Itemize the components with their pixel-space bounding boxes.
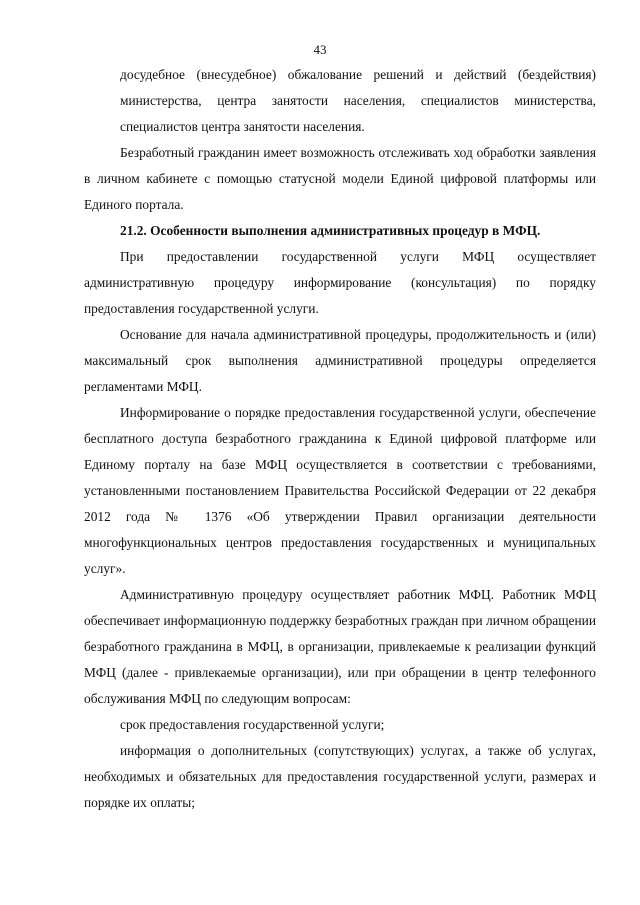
paragraph-appeal-continuation: досудебное (внесудебное) обжалование решений и действий (бездействия) министерства, центра занятости населения, специалистов министерства, специалистов центра занятости населения. [120,67,596,134]
paragraph-mfc-informing: При предоставлении государственной услуги МФЦ осуществляет административную процедуру информирование (консультация) по порядку предоставления государственной услуги. [84,249,596,316]
list-item-additional-services: информация о дополнительных (сопутствующих) услугах, а также об услугах, необходимых и обязательных для предоставления государственной услуги, размерах и порядке их оплаты; [84,743,596,810]
section-heading-21-2: 21.2. Особенности выполнения административных процедур в МФЦ. [120,223,541,238]
paragraph-status-tracking: Безработный гражданин имеет возможность отслеживать ход обработки заявления в личном кабинете с помощью статусной модели Единой цифровой платформы или Единого портала. [84,145,596,212]
paragraph-mfc-worker: Административную процедуру осуществляет работник МФЦ. Работник МФЦ обеспечивает информационную поддержку безработных граждан при личном обращении безработного гражданина в МФЦ, в организации, привлекаемые к реализации функций МФЦ (далее - привлекаемые организации), или при обращении в центр телефонного обслуживания МФЦ по следующим вопросам: [84,587,596,706]
document-body [84,62,596,816]
paragraph-informing-requirements: Информирование о порядке предоставления государственной услуги, обеспечение бесплатного доступа безработного гражданина к Единой цифровой платформе или Единому порталу на базе МФЦ осуществляется в соответствии с требованиями, установленными постановлением Правительства Российской Федерации от 22 декабря 2012 года № 1376 «Об утверждении Правил организации деятельности многофункциональных центров предоставления государственных и муниципальных услуг». [84,405,596,576]
page-number: 43 [313,42,327,57]
list-item-service-term: срок предоставления государственной услуги; [120,717,385,732]
paragraph-procedure-basis: Основание для начала административной процедуры, продолжительность и (или) максимальный срок выполнения административной процедуры определяется регламентами МФЦ. [84,327,596,394]
